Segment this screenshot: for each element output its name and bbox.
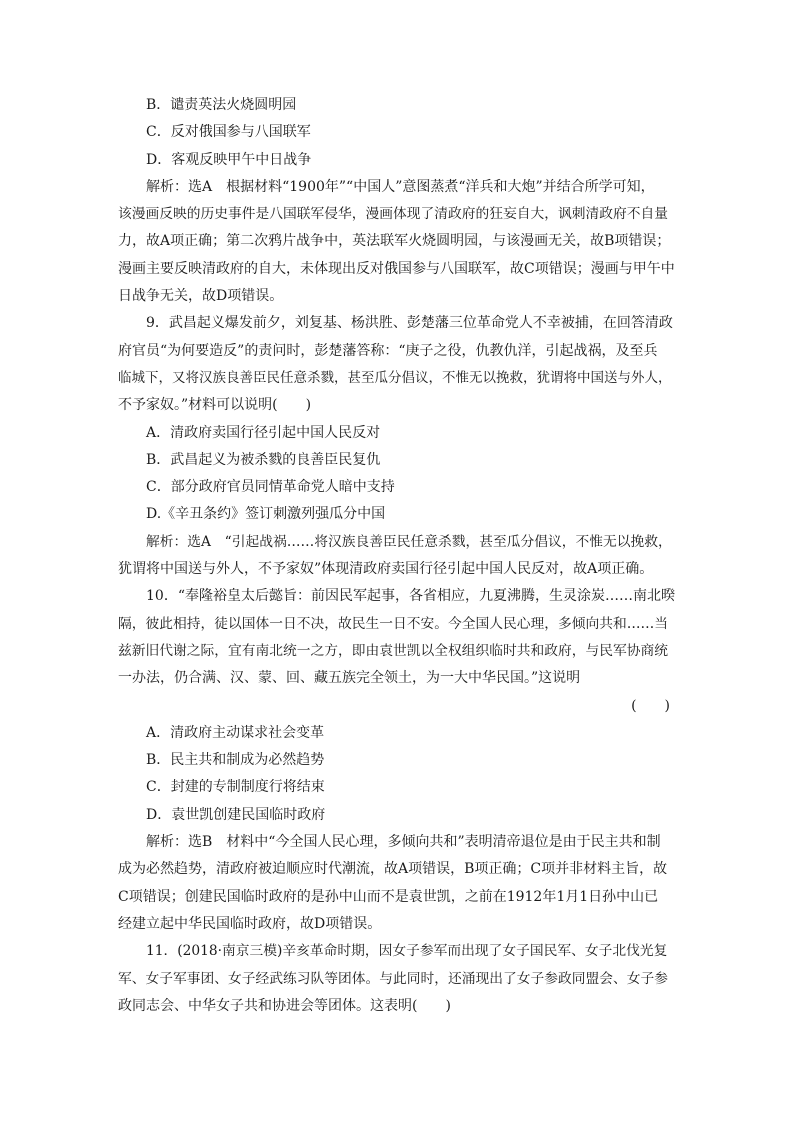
text-line: D．袁世凯创建民国临时政府 bbox=[146, 806, 326, 823]
text-line: 解析：选A 根据材料“1900年”“中国人”意图蒸煮“洋兵和大炮”并结合所学可知， bbox=[146, 178, 655, 195]
text-line: C．封建的专制制度行将结束 bbox=[146, 779, 325, 796]
text-line: B．谴责英法火烧圆明园 bbox=[146, 97, 297, 113]
text-line: 不予家奴。”材料可以说明( ) bbox=[118, 397, 312, 414]
text-line: ( ) bbox=[631, 697, 670, 714]
text-line: 10．“奉隆裕皇太后懿旨：前因民军起事，各省相应，九夏沸腾，生灵涂炭……南北暌 bbox=[146, 588, 675, 605]
text-line: 解析：选A “引起战祸……将汉族良善臣民任意杀戮，甚至瓜分倡议，不惟无以挽救， bbox=[146, 533, 672, 550]
text-line: 该漫画反映的历史事件是八国联军侵华，漫画体现了清政府的狂妄自大，讽刺清政府不自量 bbox=[118, 206, 669, 223]
text-line: 日战争无关，故D项错误。 bbox=[118, 288, 284, 305]
text-line: C．反对俄国参与八国联军 bbox=[146, 124, 311, 141]
text-line: 府官员“为何要造反”的责问时，彭楚藩答称：“庚子之役，仇教仇洋，引起战祸，及至兵 bbox=[118, 342, 658, 359]
text-line: B．民主共和制成为必然趋势 bbox=[146, 752, 325, 769]
text-line: 11．(2018·南京三模)辛亥革命时期，因女子参军而出现了女子国民军、女子北伐光复 bbox=[146, 943, 668, 960]
text-line: 隔，彼此相持，徒以国体一日不决，故民生一日不安。今全国人民心理，多倾向共和……当 bbox=[118, 615, 669, 632]
text-line: 犹谓将中国送与外人，不予家奴”体现清政府卖国行径引起中国人民反对，故A项正确。 bbox=[118, 561, 654, 578]
text-line: 临城下，又将汉族良善臣民任意杀戮，甚至瓜分倡议，不惟无以挽救，犹谓将中国送与外人， bbox=[118, 369, 672, 386]
text-line: D．客观反映甲午中日战争 bbox=[146, 151, 312, 168]
document-body bbox=[118, 92, 676, 1020]
text-line: 军、女子军事团、女子经武练习队等团体。与此同时，还涌现出了女子参政同盟会、女子参 bbox=[118, 970, 669, 987]
text-line: 政同志会、中华女子共和协进会等团体。这表明( ) bbox=[118, 997, 451, 1014]
text-line: C项错误；创建民国临时政府的是孙中山而不是袁世凯，之前在1912年1月1日孙中山已 bbox=[118, 888, 659, 905]
text-line: B．武昌起义为被杀戮的良善臣民复仇 bbox=[146, 451, 381, 468]
text-line: 9．武昌起义爆发前夕，刘复基、杨洪胜、彭楚藩三位革命党人不幸被捕，在回答清政 bbox=[146, 315, 673, 332]
text-line: 漫画主要反映清政府的自大，未体现出反对俄国参与八国联军，故C项错误；漫画与甲午中 bbox=[118, 260, 675, 277]
text-line: C．部分政府官员同情革命党人暗中支持 bbox=[146, 479, 395, 496]
text-line: 经建立起中华民国临时政府，故D项错误。 bbox=[118, 915, 382, 932]
text-line: D.《辛丑条约》签订刺激列强瓜分中国 bbox=[146, 506, 386, 523]
text-line: 一办法，仍合满、汉、蒙、回、藏五族完全领土，为一大中华民国。”这说明 bbox=[118, 670, 581, 687]
text-line: 力，故A项正确；第二次鸦片战争中，英法联军火烧圆明园，与该漫画无关，故B项错误； bbox=[118, 233, 671, 250]
text-line: 解析：选B 材料中“今全国人民心理，多倾向共和”表明清帝退位是由于民主共和制 bbox=[146, 834, 661, 851]
text-line: A．清政府卖国行径引起中国人民反对 bbox=[146, 424, 381, 441]
text-line: A．清政府主动谋求社会变革 bbox=[146, 724, 325, 741]
text-line: 兹新旧代谢之际，宜有南北统一之方，即由袁世凯以全权组织临时共和政府，与民军协商统 bbox=[118, 642, 669, 659]
text-line: 成为必然趋势，清政府被迫顺应时代潮流，故A项错误，B项正确；C项并非材料主旨，故 bbox=[118, 861, 668, 878]
